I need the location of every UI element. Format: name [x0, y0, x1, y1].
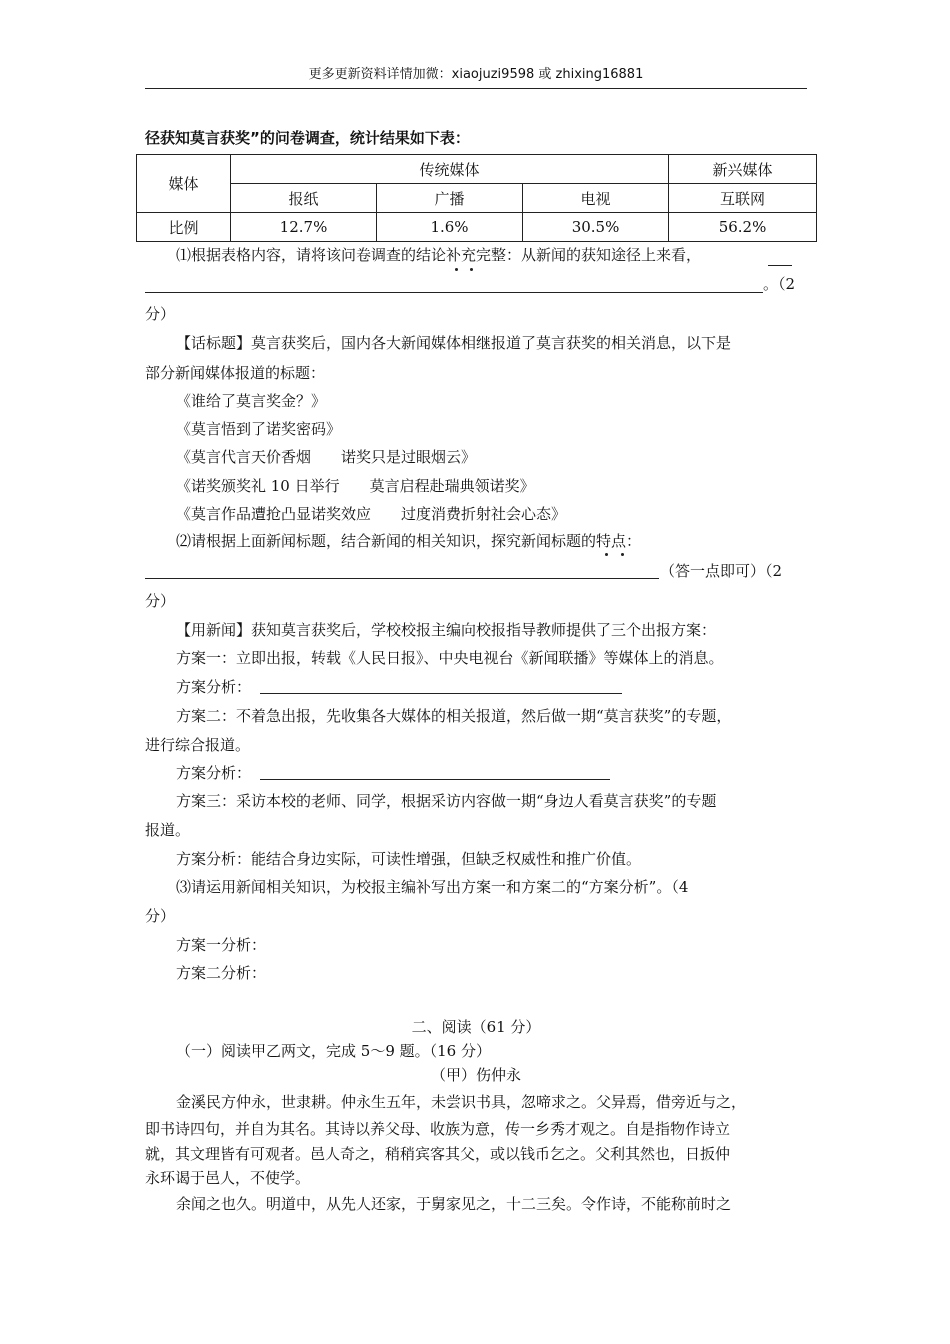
- answer-plan-2-label: 方案二分析：: [176, 964, 267, 982]
- plan-2-cont: 进行综合报道。: [145, 736, 251, 754]
- question-2: ⑵请根据上面新闻标题，结合新闻的相关知识，探究新闻标题的特点：: [176, 532, 642, 550]
- answer-blank-plan-1[interactable]: [260, 693, 622, 694]
- survey-intro: 径获知莫言获奖”的问卷调查，统计结果如下表：: [145, 129, 470, 147]
- passage-title: （甲）伤仲永: [430, 1066, 521, 1084]
- question-1-score: 分）: [145, 305, 176, 323]
- ratio-internet: 56.2%: [669, 213, 817, 242]
- emphasis-dot: [455, 268, 458, 271]
- section-heading: 二、阅读（61 分）: [411, 1018, 541, 1036]
- headline-4: 《诺奖颁奖礼 10 日举行 莫言启程赴瑞典领诺奖》: [176, 477, 535, 495]
- traditional-media-header: 传统媒体: [231, 155, 669, 184]
- question-2-score: 分）: [145, 592, 176, 610]
- column-internet: 互联网: [669, 184, 817, 213]
- header-divider: [145, 88, 807, 89]
- headline-2: 《莫言悟到了诺奖密码》: [176, 420, 342, 438]
- plan-3-analysis: 方案分析：能结合身边实际，可读性增强，但缺乏权威性和推广价值。: [176, 850, 642, 868]
- plan-3: 方案三：采访本校的老师、同学，根据采访内容做一期“身边人看莫言获奖”的专题: [176, 792, 717, 810]
- headline-1: 《谁给了莫言奖金？》: [176, 392, 327, 410]
- reading-instructions: （一）阅读甲乙两文，完成 5～9 题。（16 分）: [176, 1042, 491, 1060]
- ratio-tv: 30.5%: [523, 213, 669, 242]
- column-newspaper: 报纸: [231, 184, 377, 213]
- passage-line-3: 就，其文理皆有可观者。邑人奇之，稍稍宾客其父，或以钱币乞之。父利其然也，日扳仲: [145, 1145, 731, 1163]
- passage-line-4: 永环谒于邑人，不使学。: [145, 1169, 311, 1187]
- question-1: ⑴根据表格内容，请将该问卷调查的结论补充完整：从新闻的获知途径上来看，: [176, 246, 702, 264]
- question-1-end: 。（2: [763, 275, 796, 293]
- headline-intro: 【话标题】莫言获奖后，国内各大新闻媒体相继报道了莫言获奖的相关消息，以下是: [176, 334, 732, 352]
- plan-3-cont: 报道。: [145, 821, 191, 839]
- media-header: 媒体: [137, 155, 231, 213]
- ratio-radio: 1.6%: [377, 213, 523, 242]
- column-tv: 电视: [523, 184, 669, 213]
- question-2-end: （答一点即可）（2: [660, 562, 783, 580]
- question-3-score: 分）: [145, 907, 176, 925]
- passage-line-1: 金溪民方仲永，世隶耕。仲永生五年，未尝识书具，忽啼求之。父异焉，借旁近与之，: [176, 1093, 747, 1111]
- plan-2-analysis-label: 方案分析：: [176, 764, 252, 782]
- column-radio: 广播: [377, 184, 523, 213]
- emphasis-dot: [621, 553, 624, 556]
- ratio-newspaper: 12.7%: [231, 213, 377, 242]
- page-header: 更多更新资料详情加微：xiaojuzi9598 或 zhixing16881: [308, 67, 644, 82]
- headline-intro-cont: 部分新闻媒体报道的标题：: [145, 364, 326, 382]
- ratio-label: 比例: [137, 213, 231, 242]
- answer-blank-2[interactable]: [145, 578, 659, 579]
- answer-plan-1-label: 方案一分析：: [176, 936, 267, 954]
- answer-blank-1b[interactable]: [145, 292, 763, 293]
- headline-3: 《莫言代言天价香烟 诺奖只是过眼烟云》: [176, 448, 477, 466]
- survey-table: [136, 154, 817, 242]
- plan-1: 方案一：立即出报，转载《人民日报》、中央电视台《新闻联播》等媒体上的消息。: [176, 649, 724, 667]
- news-intro: 【用新闻】获知莫言获奖后，学校校报主编向校报指导教师提供了三个出报方案：: [176, 621, 717, 639]
- emphasis-dot: [470, 268, 473, 271]
- new-media-header: 新兴媒体: [669, 155, 817, 184]
- question-3: ⑶请运用新闻相关知识，为校报主编补写出方案一和方案二的“方案分析”。（4: [176, 878, 689, 896]
- plan-1-analysis-label: 方案分析：: [176, 678, 252, 696]
- plan-2: 方案二：不着急出报，先收集各大媒体的相关报道，然后做一期“莫言获奖”的专题，: [176, 707, 732, 725]
- headline-5: 《莫言作品遭抢凸显诺奖效应 过度消费折射社会心态》: [176, 505, 567, 523]
- passage-line-2: 即书诗四句，并自为其名。其诗以养父母、收族为意，传一乡秀才观之。自是指物作诗立: [145, 1120, 731, 1138]
- answer-blank-1a[interactable]: [768, 265, 792, 266]
- emphasis-dot: [605, 553, 608, 556]
- passage-line-5: 余闻之也久。明道中，从先人还家，于舅家见之，十二三矣。令作诗，不能称前时之: [176, 1195, 732, 1213]
- answer-blank-plan-2[interactable]: [260, 779, 610, 780]
